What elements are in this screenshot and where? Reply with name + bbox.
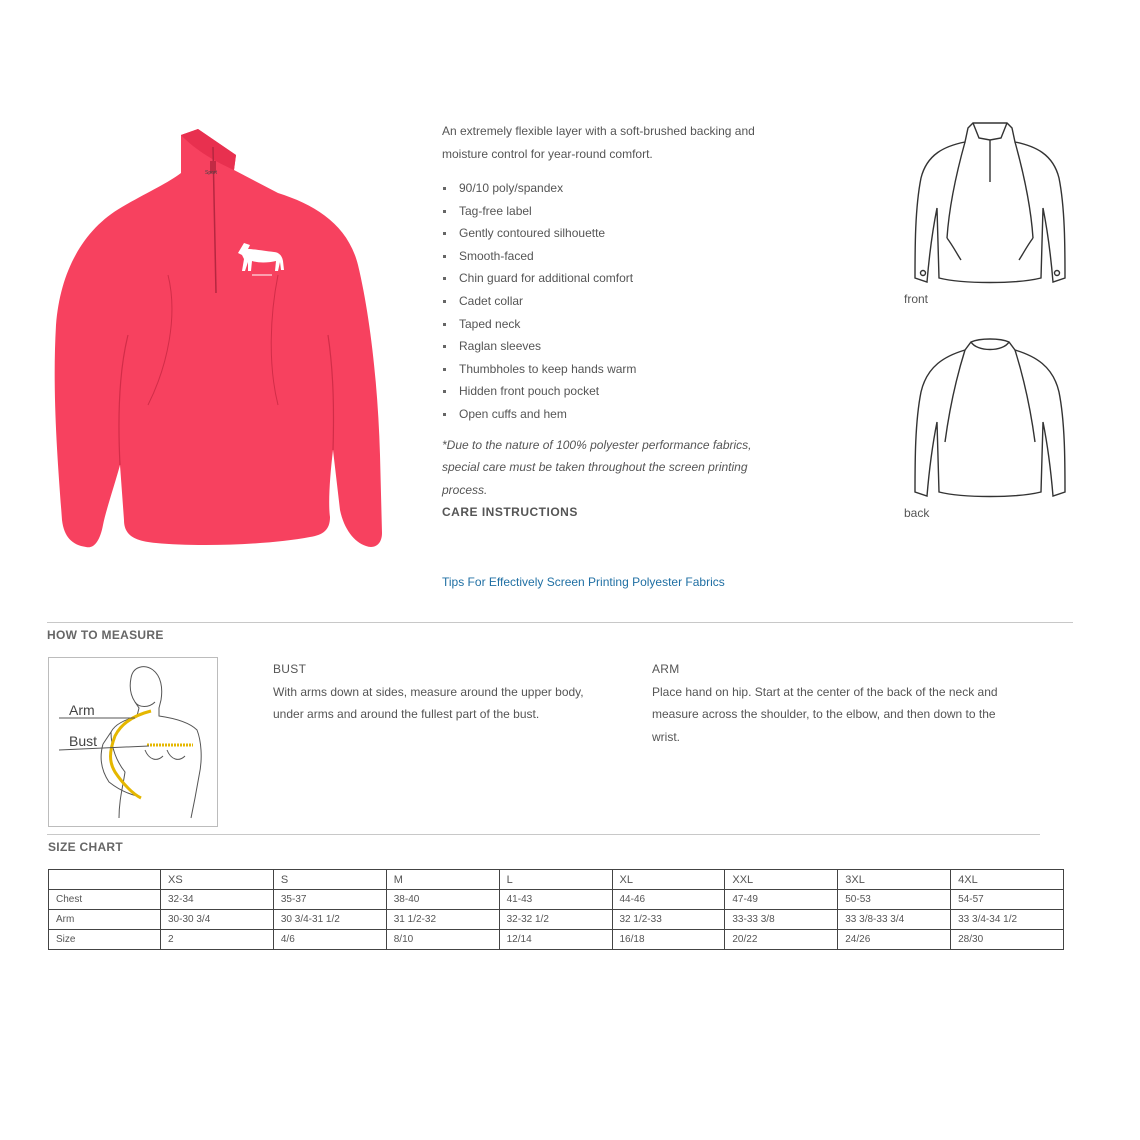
table-cell: 8/10 <box>386 930 499 950</box>
jacket-body <box>55 129 382 547</box>
measure-figure <box>48 657 218 827</box>
feature-item: Chin guard for additional comfort <box>442 267 792 290</box>
table-cell: 32-32 1/2 <box>499 910 612 930</box>
back-label: back <box>904 506 930 520</box>
size-header: XS <box>161 870 274 890</box>
table-cell: 20/22 <box>725 930 838 950</box>
size-header: M <box>386 870 499 890</box>
back-outline <box>915 339 1065 497</box>
header-corner <box>49 870 161 890</box>
arm-instructions <box>652 658 1012 748</box>
back-drawing <box>905 332 1075 504</box>
table-cell: 35-37 <box>273 890 386 910</box>
back-raglan-right <box>1015 350 1035 442</box>
size-header: XXL <box>725 870 838 890</box>
table-cell: 54-57 <box>951 890 1064 910</box>
table-cell: 33-33 3/8 <box>725 910 838 930</box>
table-cell: 41-43 <box>499 890 612 910</box>
front-raglan-left <box>947 142 965 238</box>
table-cell: 2 <box>161 930 274 950</box>
feature-item: Smooth-faced <box>442 245 792 268</box>
size-header: 3XL <box>838 870 951 890</box>
table-row <box>49 910 1064 930</box>
table-cell: 12/14 <box>499 930 612 950</box>
bust-heading: BUST <box>273 662 307 676</box>
front-collar <box>973 123 1007 140</box>
table-cell: 16/18 <box>612 930 725 950</box>
product-photo <box>48 125 388 555</box>
row-label: Size <box>49 930 161 950</box>
front-label: front <box>904 292 929 306</box>
thumbhole-right <box>1055 271 1060 276</box>
size-header: XL <box>612 870 725 890</box>
size-header-row <box>49 870 1064 890</box>
bust-label: Bust <box>69 733 98 749</box>
feature-item: Raglan sleeves <box>442 335 792 358</box>
table-cell: 44-46 <box>612 890 725 910</box>
size-chart-table <box>48 869 1064 950</box>
front-drawing <box>905 118 1075 290</box>
front-pocket-right <box>1019 238 1033 260</box>
description-intro: An extremely flexible layer with a soft-brushed backing and moisture control for year-round comfort. <box>442 124 755 161</box>
size-header: 4XL <box>951 870 1064 890</box>
polyester-disclaimer: *Due to the nature of 100% polyester performance fabrics, special care must be taken throughout the screen printing process. <box>442 437 752 497</box>
feature-item: Hidden front pouch pocket <box>442 380 792 403</box>
table-cell: 50-53 <box>838 890 951 910</box>
arm-label: Arm <box>69 702 95 718</box>
arm-text: Place hand on hip. Start at the center of the back of the neck and measure across the shoulder, to the elbow, and then down to the wrist. <box>652 684 998 744</box>
feature-item: Taped neck <box>442 313 792 336</box>
care-instructions-heading: CARE INSTRUCTIONS <box>442 505 578 520</box>
divider-top <box>47 622 1073 623</box>
size-chart-title: SIZE CHART <box>48 840 123 854</box>
front-pocket-left <box>947 238 961 260</box>
table-row <box>49 890 1064 910</box>
table-cell: 33 3/8-33 3/4 <box>838 910 951 930</box>
jacket-shape <box>55 129 382 547</box>
how-to-measure-title: HOW TO MEASURE <box>47 628 164 642</box>
bust-text: With arms down at sides, measure around the upper body, under arms and around the fullest part of the bust. <box>273 684 584 721</box>
feature-item: Gently contoured silhouette <box>442 222 792 245</box>
table-cell: 31 1/2-32 <box>386 910 499 930</box>
product-description <box>442 120 792 524</box>
thumbhole-left <box>921 271 926 276</box>
back-raglan-left <box>945 350 965 442</box>
table-cell: 47-49 <box>725 890 838 910</box>
table-cell: 28/30 <box>951 930 1064 950</box>
table-cell: 32 1/2-33 <box>612 910 725 930</box>
back-collar <box>971 342 1009 350</box>
woman-figure-icon <box>101 667 201 818</box>
table-cell: 30 3/4-31 1/2 <box>273 910 386 930</box>
feature-item: Thumbholes to keep hands warm <box>442 358 792 381</box>
brand-tag: Sport <box>205 170 217 176</box>
table-cell: 32-34 <box>161 890 274 910</box>
bust-instructions <box>273 658 613 726</box>
row-label: Arm <box>49 910 161 930</box>
feature-item: Tag-free label <box>442 200 792 223</box>
feature-item: Cadet collar <box>442 290 792 313</box>
feature-list <box>442 177 792 426</box>
feature-item: Open cuffs and hem <box>442 403 792 426</box>
arm-tape <box>111 711 152 798</box>
table-cell: 24/26 <box>838 930 951 950</box>
table-cell: 4/6 <box>273 930 386 950</box>
table-row <box>49 930 1064 950</box>
tips-link[interactable]: Tips For Effectively Screen Printing Polyester Fabrics <box>442 575 725 589</box>
feature-item: 90/10 poly/spandex <box>442 177 792 200</box>
front-raglan-right <box>1015 142 1033 238</box>
table-cell: 33 3/4-34 1/2 <box>951 910 1064 930</box>
divider-bottom <box>47 834 1040 835</box>
size-header: S <box>273 870 386 890</box>
table-cell: 38-40 <box>386 890 499 910</box>
table-cell: 30-30 3/4 <box>161 910 274 930</box>
row-label: Chest <box>49 890 161 910</box>
size-header: L <box>499 870 612 890</box>
arm-heading: ARM <box>652 662 680 676</box>
